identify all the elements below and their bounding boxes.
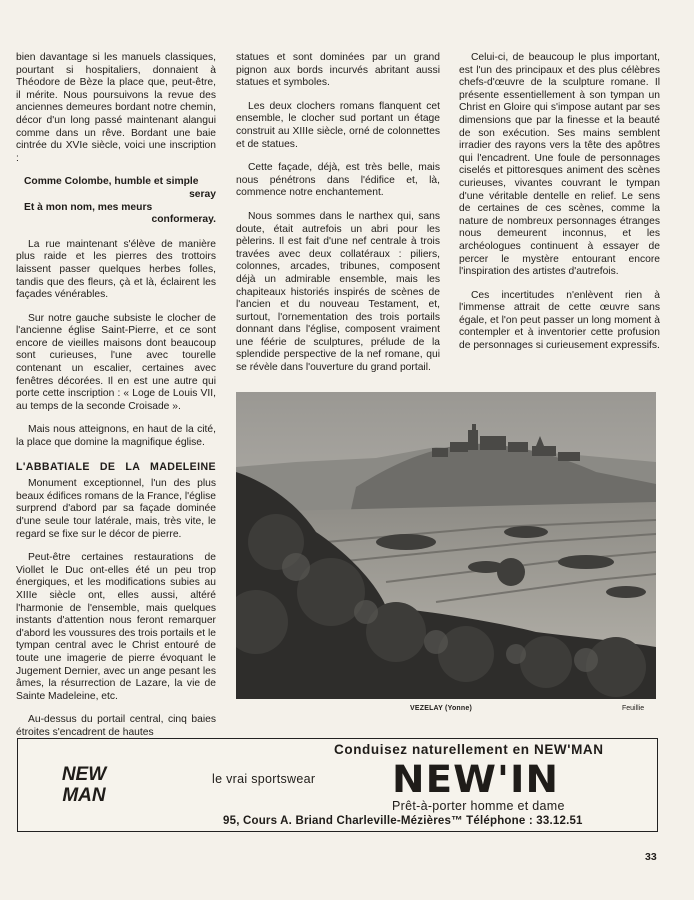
logo-text-new: NEW [61,764,107,785]
section-heading: L'ABBATIALE DE LA MADELEINE [16,460,216,473]
article-column-3 [459,52,660,364]
logo-text-man: MAN [62,785,106,805]
vezelay-landscape-photo [236,392,656,699]
paragraph: Monument exceptionnel, l'un des plus beaux édifices romans de la France, l'église surprend d'abord par sa façade dominée d'une seule tour latérale, mais, très vite, le regard se fixe sur le décor de pierre. [16,478,216,540]
article-column-1 [16,52,216,751]
inscription-poem [16,176,216,226]
paragraph: Ces incertitudes n'enlèvent rien à l'immense attrait de cette œuvre sans égale, et l'on peut passer un long moment à contempler et à inventorier cette profusion de personnages si curieusement expressifs. [459,289,660,352]
paragraph: Cette façade, déjà, est très belle, mais nous pénétrons dans l'édifice et, là, commence notre enchantement. [236,162,440,199]
ad-headline: Conduisez naturellement en NEW'MAN [334,742,604,757]
newman-advertisement [17,738,658,832]
ad-subline: Prêt-à-porter homme et dame [392,799,565,813]
poem-line: conformeray. [151,214,216,226]
paragraph: Celui-ci, de beaucoup le plus important, est l'un des principaux et des plus célèbres chefs-d'œuvre de la sculpture romane. Il présente essentiellement à son tympan un Christ en Gloire qui s'impose autant par ses dimensions que par la finesse et la beauté de son exécution. Ses mains semblent irradier des rayons vers la tête des apôtres qui l'encadrent. Une foule de personnages ciselés et pittoresques animent des scènes curieuses, vivantes couvrant le tympan d'une véritable dentelle en relief. Le sens de certaines de ces scènes, comme la nature de nombreux personnages étranges nous demeurent inconnus, et les archéologues continuent à essayer de percer le mystère entourant encore l'inspiration des artistes d'autrefois. [459,52,660,278]
paragraph: Sur notre gauche subsiste le clocher de l'ancienne église Saint-Pierre, et ce sont encore de vieilles maisons dont beaucoup sont curieuses, l'une avec tourelle contenant un escalier, certaines avec fenêtres décorées. Il en est une autre qui porte cette inscription : « Loge de Louis VII, au temps de la seconde Croisade ». [16,312,216,412]
ad-brand-name: NEW'IN [392,758,560,801]
article-column-2 [236,52,440,386]
paragraph: statues et sont dominées par un grand pignon aux bords incurvés abritant aussi statues et symboles. [236,52,440,89]
paragraph: La rue maintenant s'élève de manière plus raide et les pierres des trottoirs laissent passer quelques herbes folles, tandis que des fleurs, çà et là, éclairent les façades vénérables. [16,238,216,301]
paragraph: Nous sommes dans le narthex qui, sans doute, était autrefois un abri pour les pèlerins. Il est fait d'une nef centrale à trois travées avec deux collatéraux : piliers, colonnes, arcades, tribunes, composent déjà un admirable ensemble, mais les chapiteaux historiés inspirés de scènes de l'ancien et du nouveau Testament, et, surtout, l'ornementation des trois portails donnant dans l'église, composent vraiment une féérie de sculptures, prélude de la splendide perspective de la nef romane, qui se révèle dans l'ouverture du grand portail. [236,210,440,374]
poem-line: Et à mon nom, mes meurs [24,201,153,213]
paragraph: bien davantage si les manuels classiques, pourtant si hospitaliers, donnaient à Théodore de Bèze la place que, peut-être, il mérite. Nous poursuivons la revue des anciennes demeures bordant notre chemin, décor d'un long passé maintenant alangui comme dans un rêve. Bordant une baie cintrée du XVIe siècle, voici une inscription : [16,52,216,164]
paragraph: Peut-être certaines restaurations de Viollet le Duc ont-elles été un peu trop énergiques, et les modifications subies au XIIIe siècle ont, elles aussi, altéré l'harmonie de l'ensemble, mais quelques instants d'attention nous feront remarquer d'abord les voussures des trois portails et le tympan central avec le Christ entouré de toute une imagerie de pierre évoquant le Jugement Dernier, avec un ange pesant les âmes, la résurrection de Lazare, la vie de Sainte Madeleine, etc. [16,552,216,702]
photo-credit: Feuillie [622,705,645,712]
photo-caption: VEZELAY (Yonne) [410,705,472,712]
ad-address: 95, Cours A. Briand Charleville-Mézières™ Téléphone : 33.12.51 [223,815,583,827]
ad-tagline: le vrai sportswear [212,772,316,786]
poem-line: seray [189,188,216,200]
page-number: 33 [645,851,657,863]
paragraph: Mais nous atteignons, en haut de la cité, la place que domine la magnifique église. [16,424,216,449]
paragraph: Au-dessus du portail central, cinq baies étroites s'encadrent de hautes [16,714,216,738]
poem-line: Comme Colombe, humble et simple [24,176,199,188]
newman-logo [48,761,120,805]
paragraph: Les deux clochers romans flanquent cet ensemble, le clocher sud portant un étage construit au XIIIe siècle, orné de colonnettes et de statues. [236,100,440,150]
